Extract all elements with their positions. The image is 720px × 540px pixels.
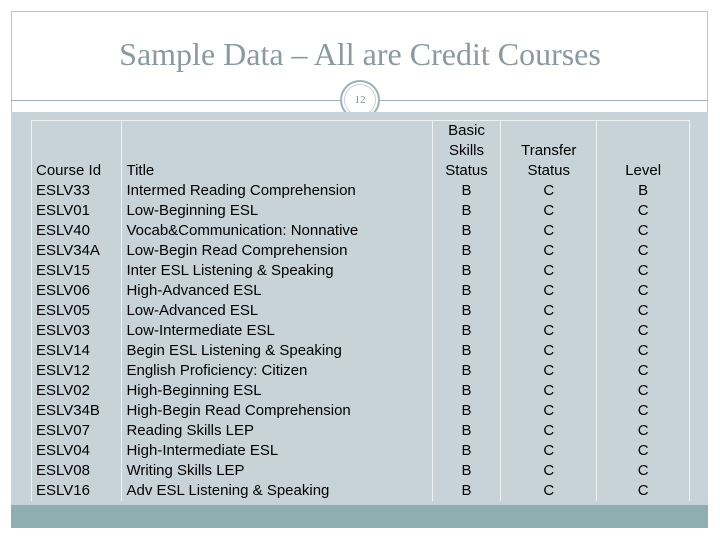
cell-title: Reading Skills LEP [122, 421, 432, 441]
header-basic-line-1: Basic [448, 122, 485, 139]
table-row [32, 261, 690, 281]
table-row [32, 241, 690, 261]
table-row [32, 461, 690, 481]
cell-title: High-Beginning ESL [122, 381, 432, 401]
cell-transfer-status: C [501, 241, 597, 261]
table-row [32, 481, 690, 501]
cell-title: Vocab&Communication: Nonnative [122, 221, 432, 241]
cell-course-id: ESLV08 [32, 461, 122, 481]
table-row [32, 381, 690, 401]
cell-level: C [597, 261, 690, 281]
cell-course-id: ESLV01 [32, 201, 122, 221]
cell-course-id: ESLV06 [32, 281, 122, 301]
cell-transfer-status: C [501, 421, 597, 441]
cell-title: Low-Intermediate ESL [122, 321, 432, 341]
cell-level: C [597, 461, 690, 481]
cell-level: C [597, 341, 690, 361]
cell-basic-skills-status: B [432, 461, 500, 481]
slide-title: Sample Data – All are Credit Courses [119, 36, 601, 72]
table-row [32, 321, 690, 341]
cell-transfer-status: C [501, 281, 597, 301]
cell-title: Low-Begin Read Comprehension [122, 241, 432, 261]
cell-course-id: ESLV14 [32, 341, 122, 361]
cell-level: C [597, 381, 690, 401]
cell-transfer-status: C [501, 461, 597, 481]
cell-basic-skills-status: B [432, 321, 500, 341]
cell-transfer-status: C [501, 341, 597, 361]
header-title: Title [122, 121, 432, 182]
cell-course-id: ESLV05 [32, 301, 122, 321]
cell-level: C [597, 301, 690, 321]
cell-level: C [597, 321, 690, 341]
cell-level: C [597, 401, 690, 421]
cell-level: C [597, 201, 690, 221]
cell-basic-skills-status: B [432, 281, 500, 301]
cell-course-id: ESLV12 [32, 361, 122, 381]
cell-transfer-status: C [501, 401, 597, 421]
cell-basic-skills-status: B [432, 181, 500, 201]
header-level: Level [597, 121, 690, 182]
table-row [32, 281, 690, 301]
cell-basic-skills-status: B [432, 381, 500, 401]
cell-transfer-status: C [501, 261, 597, 281]
cell-course-id: ESLV02 [32, 381, 122, 401]
cell-course-id: ESLV15 [32, 261, 122, 281]
table-row [32, 341, 690, 361]
cell-basic-skills-status: B [432, 341, 500, 361]
cell-course-id: ESLV03 [32, 321, 122, 341]
header-course-id: Course Id [32, 121, 122, 182]
header-transfer-status [501, 121, 597, 182]
cell-title: Writing Skills LEP [122, 461, 432, 481]
table-row [32, 361, 690, 381]
cell-title: English Proficiency: Citizen [122, 361, 432, 381]
cell-title: High-Advanced ESL [122, 281, 432, 301]
cell-basic-skills-status: B [432, 221, 500, 241]
cell-basic-skills-status: B [432, 301, 500, 321]
header-basic-line-2: Skills [448, 142, 484, 159]
cell-level: C [597, 221, 690, 241]
cell-title: Intermed Reading Comprehension [122, 181, 432, 201]
course-table [31, 120, 690, 501]
table-row [32, 301, 690, 321]
slide-number: 12 [354, 94, 366, 106]
cell-title: Inter ESL Listening & Speaking [122, 261, 432, 281]
cell-course-id: ESLV33 [32, 181, 122, 201]
cell-transfer-status: C [501, 301, 597, 321]
cell-basic-skills-status: B [432, 481, 500, 501]
cell-course-id: ESLV04 [32, 441, 122, 461]
cell-level: C [597, 441, 690, 461]
cell-title: Begin ESL Listening & Speaking [122, 341, 432, 361]
cell-basic-skills-status: B [432, 441, 500, 461]
cell-level: C [597, 361, 690, 381]
cell-course-id: ESLV34A [32, 241, 122, 261]
table-header-row [32, 121, 690, 182]
cell-transfer-status: C [501, 201, 597, 221]
cell-basic-skills-status: B [432, 401, 500, 421]
cell-level: C [597, 421, 690, 441]
cell-level: C [597, 281, 690, 301]
cell-level: C [597, 481, 690, 501]
cell-basic-skills-status: B [432, 261, 500, 281]
cell-transfer-status: C [501, 181, 597, 201]
header-basic-line-3: Status [445, 162, 488, 179]
cell-transfer-status: C [501, 481, 597, 501]
table-row [32, 401, 690, 421]
header-transfer-line-2: Status [527, 162, 571, 179]
cell-basic-skills-status: B [432, 201, 500, 221]
table-row [32, 181, 690, 201]
table-row [32, 201, 690, 221]
cell-title: High-Begin Read Comprehension [122, 401, 432, 421]
cell-level: C [597, 241, 690, 261]
cell-transfer-status: C [501, 361, 597, 381]
cell-title: Low-Advanced ESL [122, 301, 432, 321]
cell-transfer-status: C [501, 321, 597, 341]
table-row [32, 221, 690, 241]
cell-basic-skills-status: B [432, 241, 500, 261]
header-basic-skills-status [432, 121, 500, 182]
cell-title: Low-Beginning ESL [122, 201, 432, 221]
cell-course-id: ESLV40 [32, 221, 122, 241]
cell-basic-skills-status: B [432, 421, 500, 441]
cell-transfer-status: C [501, 221, 597, 241]
footer-bar [11, 505, 708, 528]
cell-title: Adv ESL Listening & Speaking [122, 481, 432, 501]
cell-transfer-status: C [501, 441, 597, 461]
cell-course-id: ESLV34B [32, 401, 122, 421]
cell-course-id: ESLV07 [32, 421, 122, 441]
table-row [32, 441, 690, 461]
cell-course-id: ESLV16 [32, 481, 122, 501]
header-transfer-line-1: Transfer [521, 142, 577, 159]
cell-basic-skills-status: B [432, 361, 500, 381]
cell-transfer-status: C [501, 381, 597, 401]
cell-title: High-Intermediate ESL [122, 441, 432, 461]
table-row [32, 421, 690, 441]
cell-level: B [597, 181, 690, 201]
